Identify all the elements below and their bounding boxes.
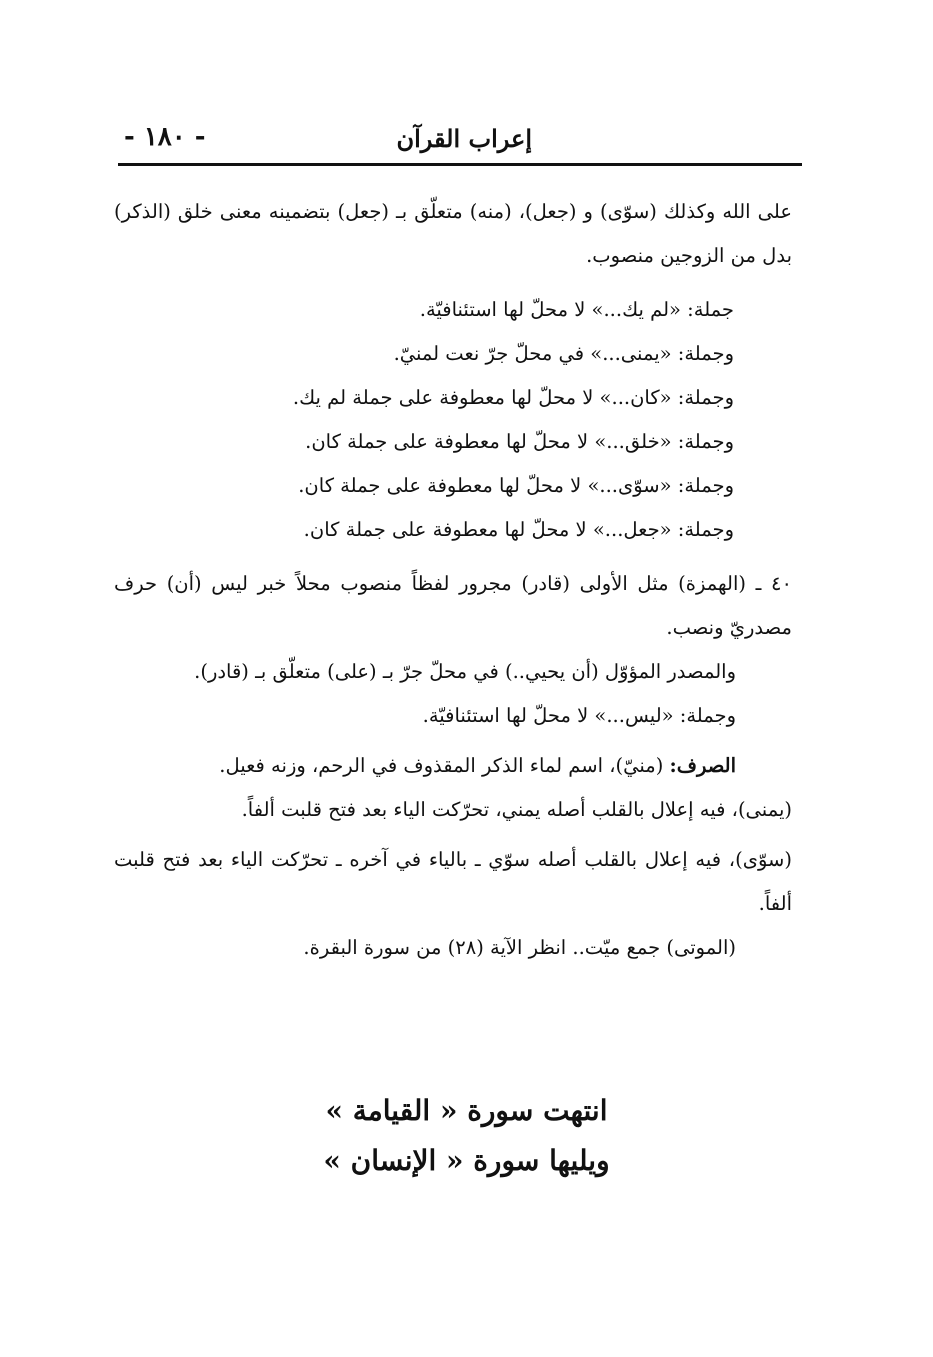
sentence-list xyxy=(114,288,792,552)
laysa-line: وجملة: «ليس...» لا محلّ لها استئنافيّة. xyxy=(422,704,736,727)
page-number: - ١٨٠ - xyxy=(124,122,206,152)
list-item: وجملة: «سوّى...» لا محلّ لها معطوفة على جملة كان. xyxy=(298,474,734,497)
verse-40-paragraph: ٤٠ ـ (الهمزة) مثل الأولى (قادر) مجرور لفظاً منصوب محلاً خبر ليس (أن) حرف مصدريّ ونصب. xyxy=(114,572,792,639)
closing-line-2: ويليها سورة « الإنسان » xyxy=(323,1144,610,1177)
yumna-paragraph: (يمنى)، فيه إعلال بالقلب أصله يمني، تحرّكت الياء بعد فتح قلبت ألفاً. xyxy=(241,798,792,821)
list-item: وجملة: «جعل...» لا محلّ لها معطوفة على جملة كان. xyxy=(303,518,734,541)
sawwa-paragraph: (سوّى)، فيه إعلال بالقلب أصله سوّي ـ بالياء في آخره ـ تحرّكت الياء بعد فتح قلبت ألفاً. xyxy=(114,848,792,915)
sarf-label: الصرف: xyxy=(669,754,736,777)
list-item: وجملة: «كان...» لا محلّ لها معطوفة على جملة لم يك. xyxy=(292,386,734,409)
list-item: وجملة: «خلق...» لا محلّ لها معطوفة على جملة كان. xyxy=(305,430,734,453)
mawta-line: (الموتى) جمع ميّت.. انظر الآية (٢٨) من سورة البقرة. xyxy=(303,936,736,959)
sarf-line xyxy=(114,744,736,788)
running-title: إعراب القرآن xyxy=(396,124,532,153)
page-body xyxy=(114,190,792,970)
surah-closing xyxy=(0,1086,933,1186)
closing-line-1: انتهت سورة « القيامة » xyxy=(325,1094,608,1127)
page-header xyxy=(118,120,800,164)
paragraph-intro: على الله وكذلك (سوّى) و (جعل)، (منه) متعلّق بـ (جعل) بتضمينه معنى خلق (الذكر) بدل من الزوجين منصوب. xyxy=(114,200,792,267)
list-item: وجملة: «يمنى...» في محلّ جرّ نعت لمنيّ. xyxy=(393,342,734,365)
masdar-line: والمصدر المؤوّل (أن يحيي..) في محلّ جرّ بـ (على) متعلّق بـ (قادر). xyxy=(194,660,736,683)
header-divider xyxy=(118,163,802,166)
list-item: جملة: «لم يك...» لا محلّ لها استئنافيّة. xyxy=(419,298,734,321)
sarf-text: (منيّ)، اسم لماء الذكر المقذوف في الرحم، وزنه فعيل. xyxy=(219,754,670,777)
